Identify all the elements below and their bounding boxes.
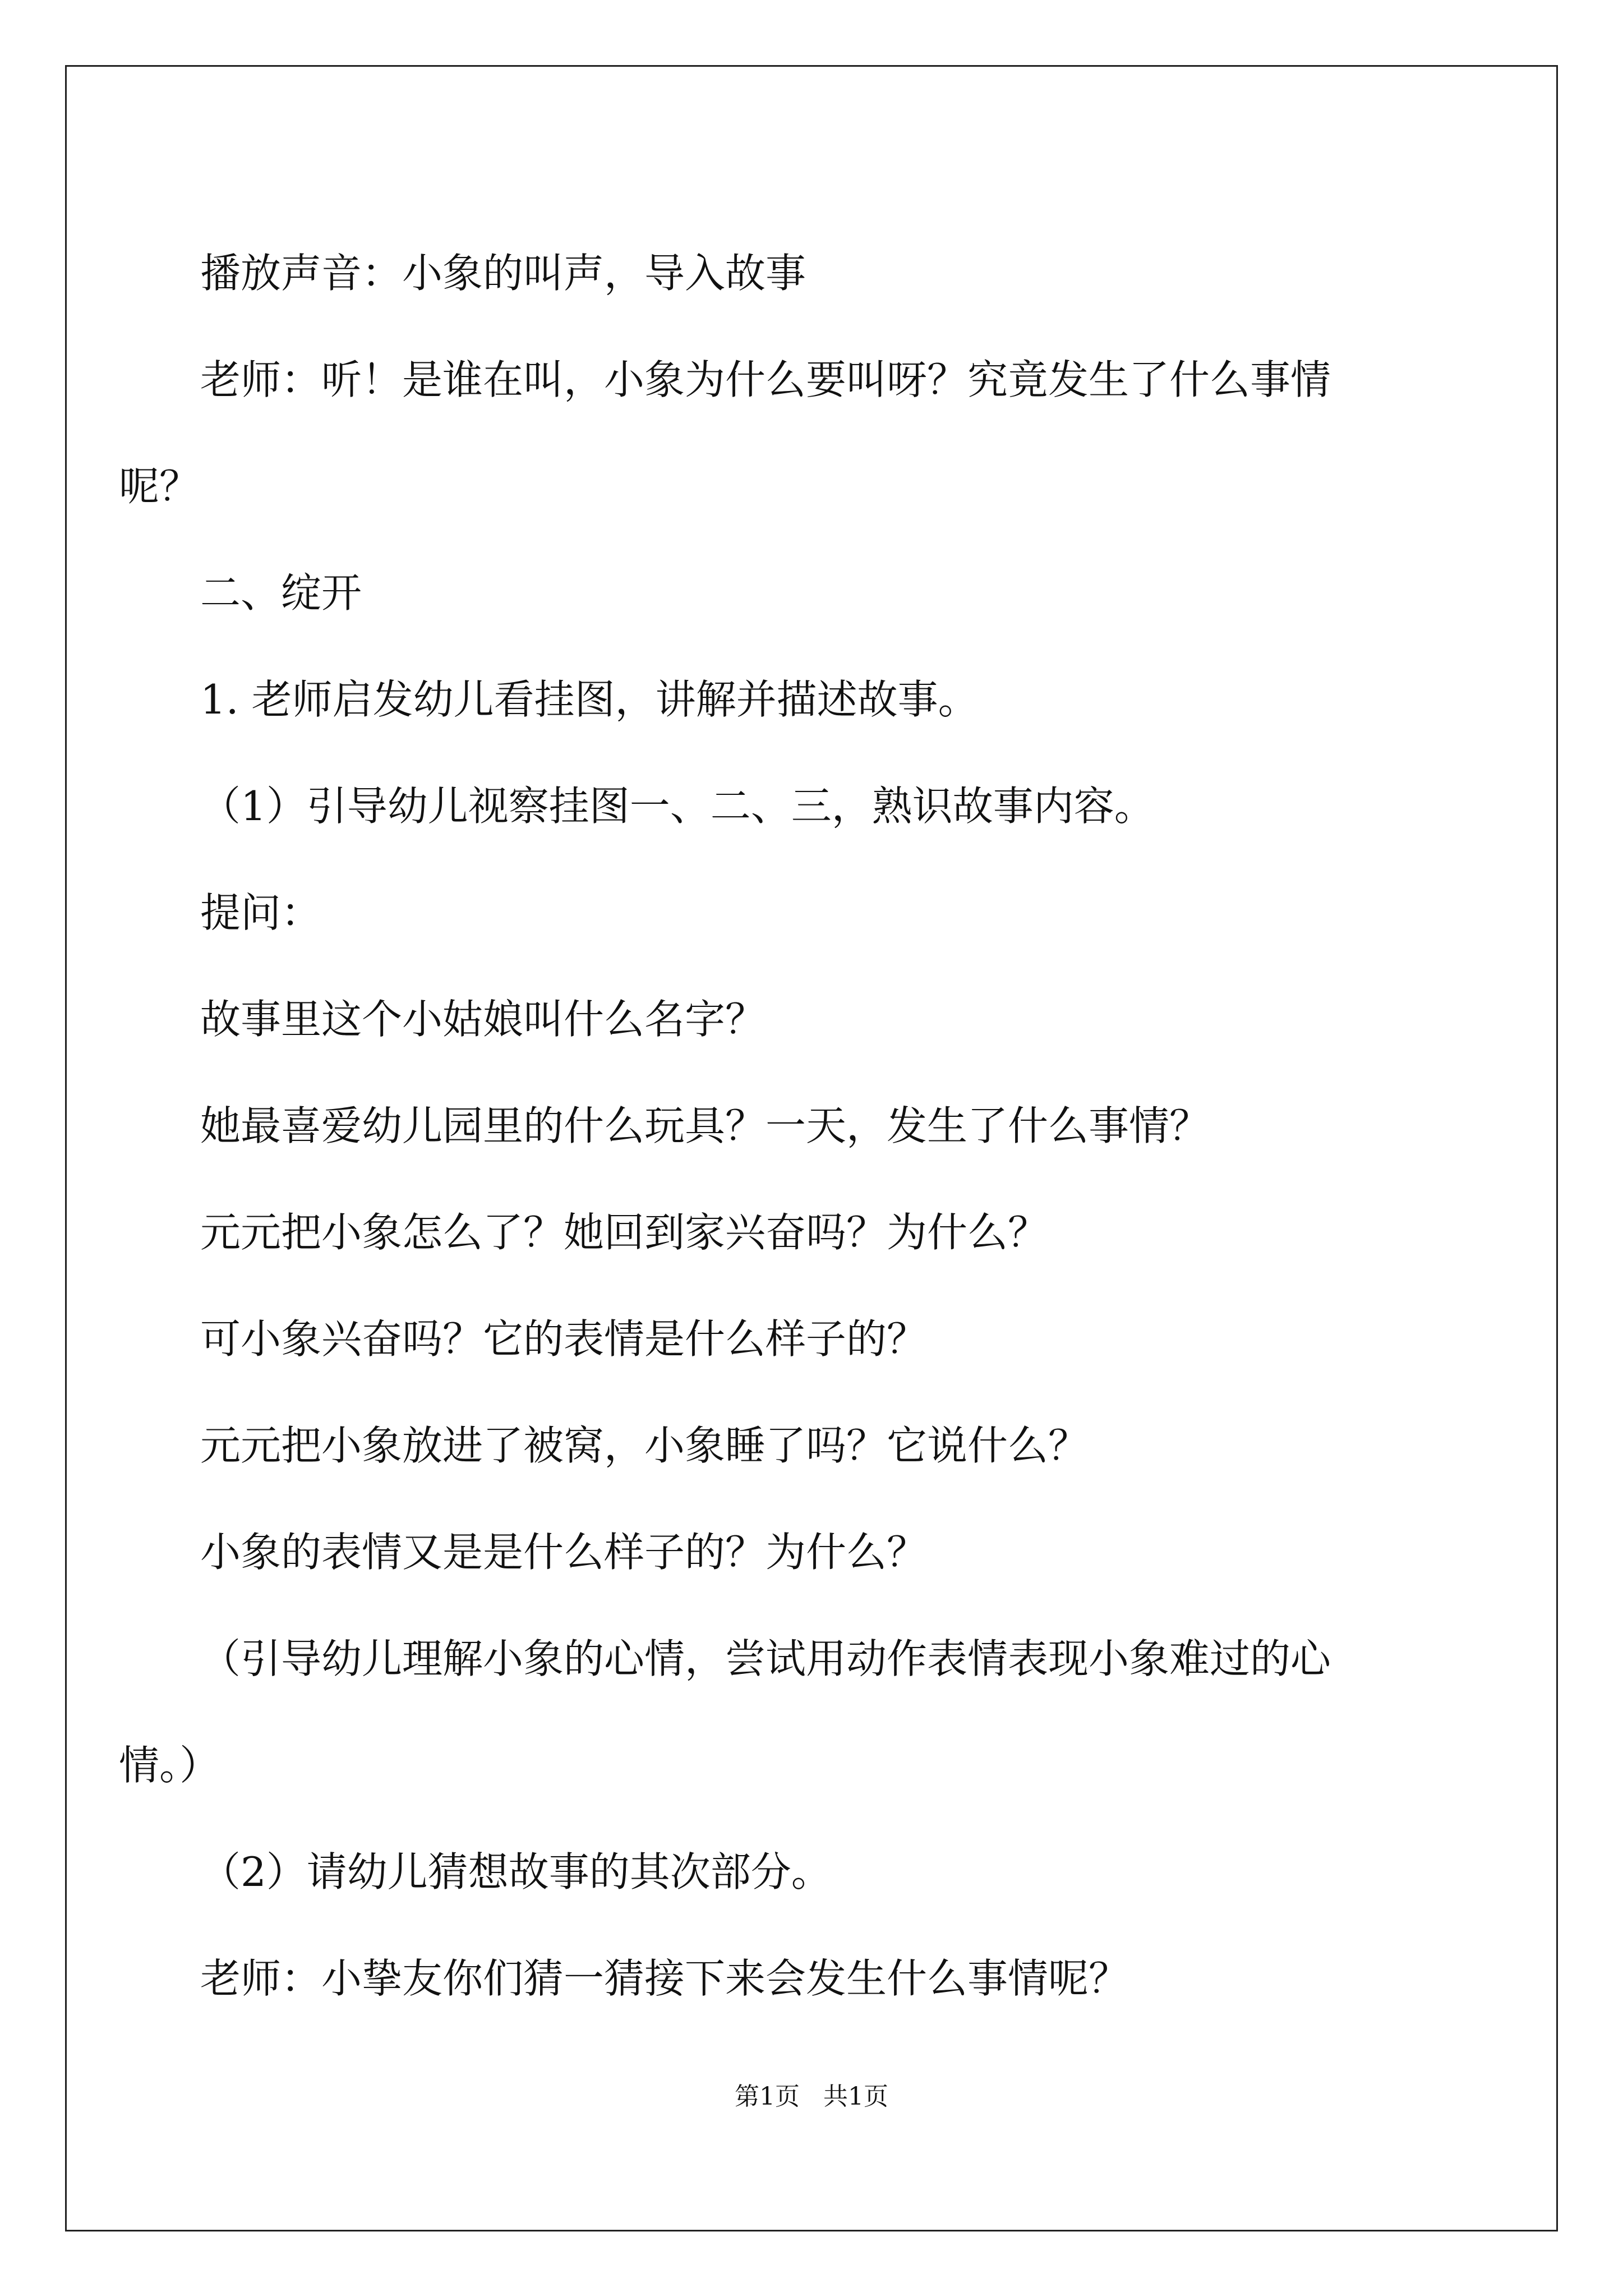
section-heading: 二、绽开 [200, 569, 362, 616]
question-item: 她最喜爱幼儿园里的什么玩具？一天，发生了什么事情？ [200, 1102, 1210, 1149]
question-item: 小象的表情又是是什么样子的？为什么？ [200, 1529, 928, 1576]
paragraph-continuation: 情。） [119, 1742, 220, 1789]
document-body [119, 220, 1423, 2032]
paragraph: 老师：听！是谁在叫，小象为什么要叫呀？究竟发生了什么事情 [200, 356, 1331, 403]
paragraph-continuation: 呢？ [119, 463, 200, 510]
question-item: 可小象兴奋吗？它的表情是什么样子的？ [200, 1315, 928, 1363]
paragraph: 播放声音：小象的叫声，导入故事 [200, 250, 806, 297]
paragraph: （引导幼儿理解小象的心情，尝试用动作表情表现小象难过的心 [200, 1635, 1331, 1682]
question-item: 故事里这个小姑娘叫什么名字？ [200, 996, 766, 1043]
question-item: 元元把小象放进了被窝，小象睡了吗？它说什么？ [200, 1422, 1089, 1469]
question-item: 元元把小象怎么了？她回到家兴奋吗？为什么？ [200, 1209, 1049, 1256]
paragraph: （2）请幼儿猜想故事的其次部分。 [200, 1848, 832, 1895]
paragraph: （1）引导幼儿视察挂图一、二、三，熟识故事内容。 [200, 783, 1155, 830]
page-footer: 第1页 共1页 [735, 2082, 888, 2111]
paragraph: 老师：小挚友你们猜一猜接下来会发生什么事情呢？ [200, 1955, 1129, 2002]
paragraph: 1. 老师启发幼儿看挂图，讲解并描述故事。 [200, 676, 979, 723]
paragraph: 提问： [200, 889, 322, 936]
